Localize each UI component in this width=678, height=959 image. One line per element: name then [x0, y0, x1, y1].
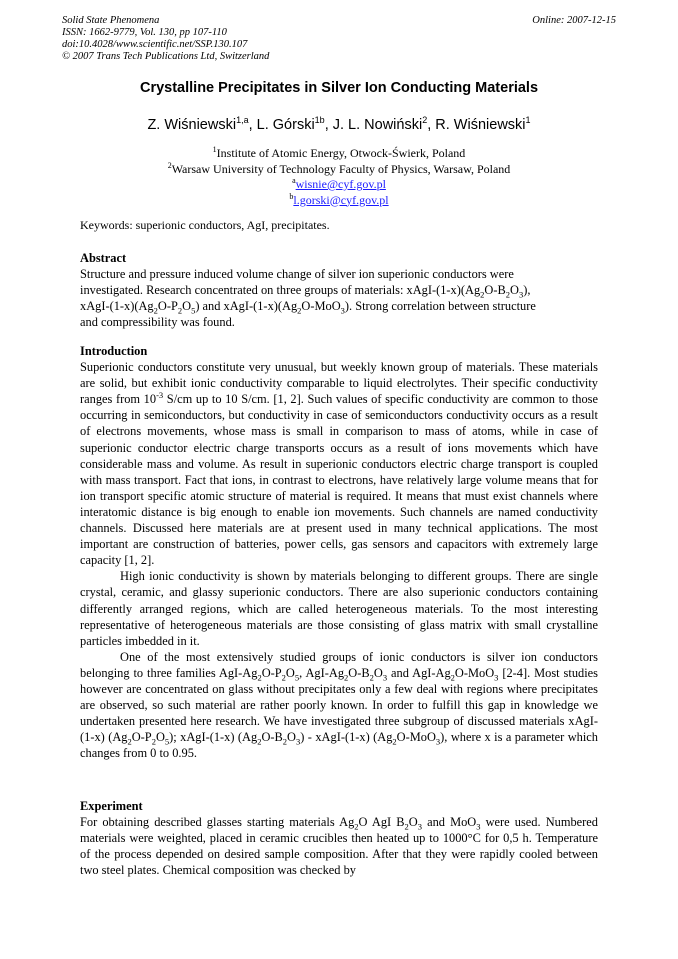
- email-a[interactable]: $^a$wisnie@cyf.gov.pl: [292, 176, 386, 191]
- experiment-paragraph: For obtaining described glasses starting materials $Ag_2O$ AgI $B_2O_3$ and MoO$_3$ were used. Numbered materials were weighted, placed in ceramic crucibles then heated up to 1000°C for 0,5 h. Temperature of the process depended on desired sample composition. After that they were rapidly cooled between two steel plates. Chemical composition was checked by: [80, 815, 598, 878]
- doi-line: doi:10.4028/www.scientific.net/SSP.130.107: [62, 39, 248, 50]
- email-b[interactable]: $^b$l.gorski@cyf.gov.pl: [289, 191, 389, 207]
- introduction-section: [80, 343, 598, 761]
- journal-name: Solid State Phenomena: [62, 15, 160, 26]
- introduction-heading: Introduction: [80, 344, 148, 358]
- experiment-section: [80, 798, 598, 878]
- intro-paragraph-2: High ionic conductivity is shown by materials belonging to different groups. There are single crystal, ceramic, and glassy superionic conductors. There are also superionic conductors containing differently arranged regions, which are called heterogeneous materials. To the most interesting representative of heterogeneous materials are those consisting of glass matrix with small crystalline particles imbedded in it.: [80, 569, 598, 648]
- affiliations: [0, 146, 678, 208]
- affiliation-1: $^1$Institute of Atomic Energy, Otwock-Świerk, Poland: [212, 145, 466, 160]
- abstract-line-1: Structure and pressure induced volume change of silver ion superionic conductors were: [80, 267, 514, 282]
- abstract-line-3: xAgI-$(1-x)(Ag_2O-P_2O_5)$ and xAgI-$(1-x)(Ag_2O-MoO_3)$. Strong correlation between structure: [80, 299, 536, 316]
- abstract-heading: Abstract: [80, 251, 127, 265]
- author-name: J. L. Nowiński: [332, 117, 423, 133]
- journal-header: [62, 15, 269, 63]
- issn-line: ISSN: 1662-9779, Vol. 130, pp 107-110: [62, 27, 227, 38]
- experiment-heading: Experiment: [80, 799, 143, 813]
- email-link-a[interactable]: wisnie@cyf.gov.pl: [295, 177, 386, 191]
- author-list: Z. Wiśniewski$^{1,a}$, L. Górski$^{1b}$, J. L. Nowiński$^2$, R. Wiśniewski$^1$: [147, 115, 531, 133]
- email-link-b[interactable]: l.gorski@cyf.gov.pl: [293, 192, 389, 207]
- abstract-line-4: and compressibility was found.: [80, 315, 235, 330]
- keywords: Keywords: superionic conductors, AgI, precipitates.: [80, 218, 330, 232]
- author-name: L. Górski: [256, 117, 315, 133]
- author-name: R. Wiśniewski: [435, 117, 526, 133]
- copyright-line: © 2007 Trans Tech Publications Ltd, Switzerland: [62, 51, 270, 62]
- abstract-section: [80, 250, 598, 330]
- intro-paragraph-1: Superionic conductors constitute very unusual, but weekly known group of materials. These materials are solid, but exhibit ionic conductivity comparable to liquid electrolytes. Their specific conductivity ranges from $10^{-3}$ S/cm up to 10 S/cm. [1, 2]. Such values of specific conductivity are common to those occurring in semiconductors, but conductivity in case of semiconductors conductivity occurs as a result of electrons movements, whose mass is small in comparison to mass of atoms, while in case of superionic conductor electric charge transports occurs as a result of ions movements which have considerable mass and volume. As result in superionic conductors electric charge transport is coupled with mass transport. Fact that ions, in contrast to electrons, have relatively large volume means that for ion transport specific atomic structure of material is required. It means that must exist channels where interatomic distance is big enough to enable ion movements. Such channels are named conductivity channels. Discussed here materials are at present used in many technical applications. The most important are construction of batteries, power cells, gas sensors and capacitors with extremely large capacity [1, 2].: [80, 360, 598, 568]
- online-date: Online: 2007-12-15: [532, 15, 616, 26]
- intro-paragraph-3: One of the most extensively studied groups of ionic conductors is silver ion conductors belonging to three families AgI-$Ag_2O-P_2O_5$, AgI-$Ag_2O-B_2O_3$ and AgI-$Ag_2O-MoO_3$ [2-4]. Most studies however are concentrated on glass without precipitates only a few deal with regions where precipitates are observed, so such material are rather poorly known. In order to fulfill this gap in knowledge we undertaken presented here research. We have investigated three subgroup of discussed materials xAgI-(1-x) $(Ag_2O-P_2O_5)$; xAgI-(1-x) $(Ag_2O-B_2O_3)$ - xAgI-(1-x) $(Ag_2O-MoO_3)$, where x is a parameter which changes from 0 to 0.95.: [80, 649, 598, 761]
- author-name: Z. Wiśniewski: [147, 117, 237, 133]
- affiliation-2: $^2$Warsaw University of Technology Faculty of Physics, Warsaw, Poland: [167, 160, 511, 176]
- paper-title: Crystalline Precipitates in Silver Ion Conducting Materials: [139, 80, 539, 96]
- abstract-line-2: investigated. Research concentrated on three groups of materials: xAgI-$(1-x)(Ag_2O-B_2O_3)$,: [80, 283, 531, 300]
